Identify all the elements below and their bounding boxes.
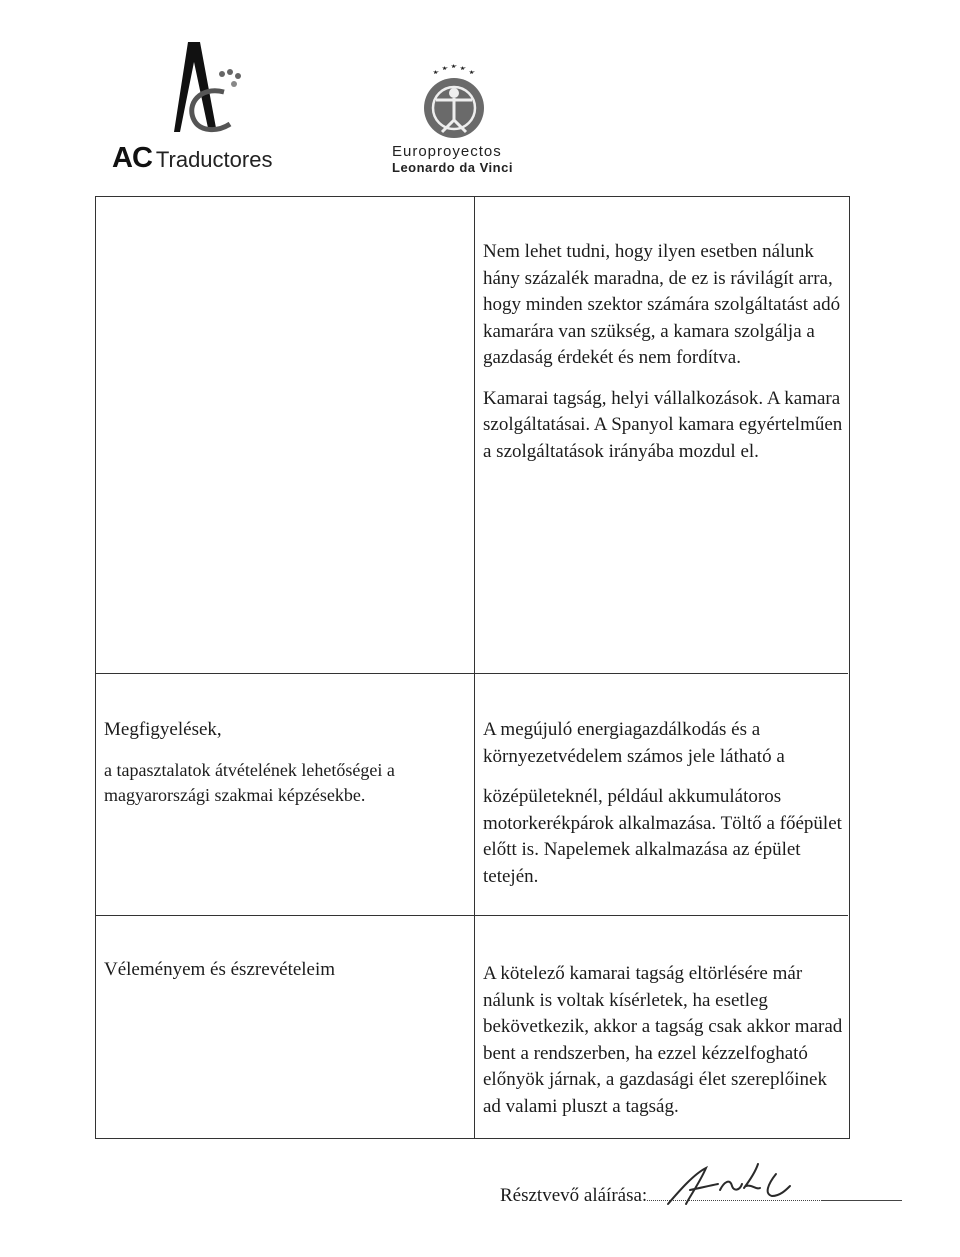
column-divider <box>474 197 475 1138</box>
ac-logo-mark-icon <box>160 40 250 140</box>
observations-text-part1: A megújuló energiagazdálkodás és a környezetvédelem számos jele látható a <box>483 719 785 767</box>
leonardo-emblem-icon <box>412 60 492 144</box>
ac-brand-light: Traductores <box>155 147 273 172</box>
europroyectos-logo <box>386 60 526 180</box>
row2-left-cell <box>104 717 464 808</box>
row-divider <box>96 915 848 916</box>
signature-label: Résztvevő aláírása: <box>500 1185 648 1206</box>
row3-right-cell <box>483 961 843 1120</box>
row1-right-cell <box>483 239 843 479</box>
leonardo-da-vinci-name: Leonardo da Vinci <box>392 160 513 175</box>
europroyectos-text <box>392 144 513 176</box>
report-table <box>95 196 850 1139</box>
row1-paragraph: Nem lehet tudni, hogy ilyen esetben nálunk hány százalék maradna, de ez is rávilágít arra, hogy minden szektor számára szolgáltatást adó kamarára van szükség, a kamara szolgálja a gazdaság érdekét és nem fordítva. <box>483 241 841 368</box>
handwritten-signature-icon <box>660 1160 810 1210</box>
row3-left-cell <box>104 957 464 984</box>
observations-heading: Megfigyelések, <box>104 719 222 740</box>
row2-right-cell <box>483 717 843 890</box>
ac-brand-strong: AC <box>112 142 152 174</box>
observations-subheading: a tapasztalatok átvételének lehetőségei a magyarországi szakmai képzésekbe. <box>104 759 395 805</box>
signature-underline <box>822 1184 902 1201</box>
opinion-heading: Véleményem és észrevételeim <box>104 959 336 980</box>
row-divider <box>96 673 848 674</box>
observations-text-part2: középületeknél, például akkumulátoros motorkerékpárok alkalmazása. Töltő a főépület előtt is. Napelemek alkalmazása az épület tetején. <box>483 786 842 887</box>
row1-paragraph: Kamarai tagság, helyi vállalkozások. A kamara szolgáltatásai. A Spanyol kamara egyértelműen a szolgáltatások irányába mozdul el. <box>483 387 843 462</box>
ac-traductores-logo <box>112 40 312 174</box>
ac-brand-text <box>112 142 272 175</box>
europroyectos-name: Europroyectos <box>392 143 502 160</box>
opinion-text: A kötelező kamarai tagság eltörlésére már nálunk is voltak kísérletek, ha esetleg bekövetkezik, akkor a tagság csak akkor marad bent a rendszerben, ha ezzel kézzelfogható előnyök járnak, a gazdasági élet szereplőinek ad valami pluszt a tagság. <box>483 963 843 1117</box>
